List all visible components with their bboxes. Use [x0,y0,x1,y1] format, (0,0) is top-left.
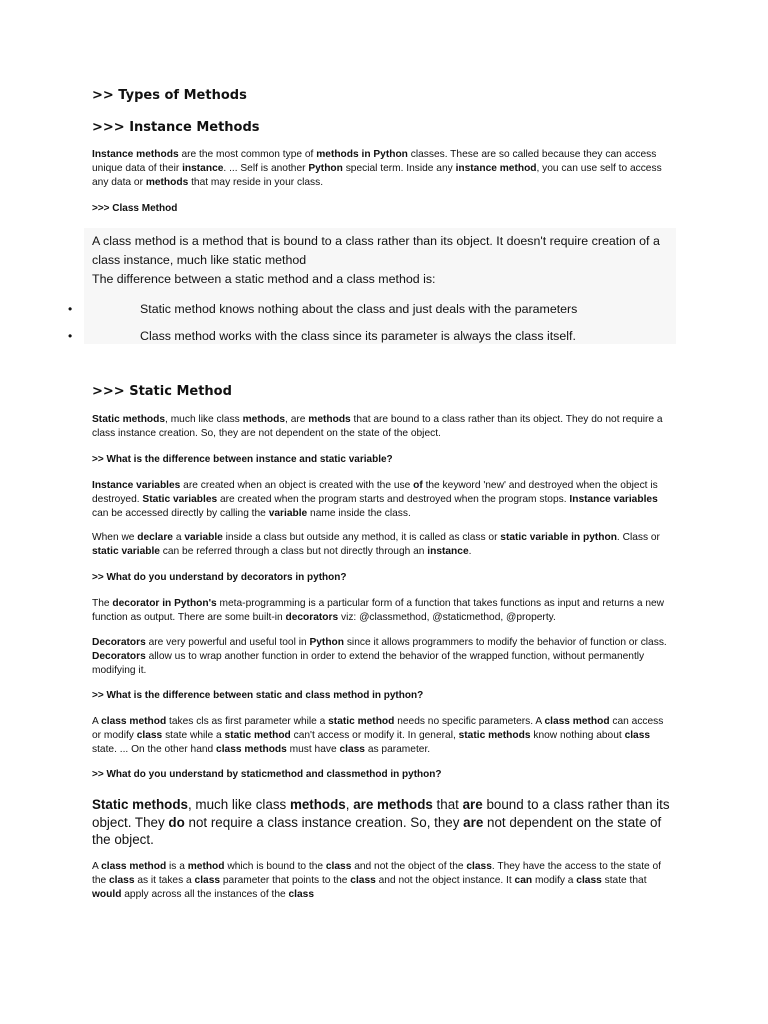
decorators-paragraph-1 [92,597,672,625]
bold-text: class [576,875,602,887]
text: are the most common type of [178,149,317,160]
text: needs no specific parameters. A [394,716,545,727]
text: which is bound to the [224,861,326,872]
bold-text: decorators [285,612,339,624]
bold-text: can [514,875,533,887]
bold-text: static variable [92,546,160,558]
bold-text: methods [145,177,189,189]
bold-text: class [624,730,651,742]
bullet-dot: • [68,329,73,343]
bold-text: class [350,875,376,887]
bold-text: class method [101,861,167,872]
bold-text: class [466,861,492,872]
text: modify a [532,875,577,887]
heading-types-of-methods: >> Types of Methods [92,88,247,103]
text: can be accessed directly by calling the [92,508,269,520]
text: is a [166,861,188,872]
text: know nothing about [530,730,625,742]
bold-text: Instance methods [92,149,179,160]
bold-text: would [92,889,122,901]
instance-methods-paragraph [92,148,672,191]
text: allow us to wrap another function in order to extend the behavior of the wrapped function, without permanently modifying it. [92,651,645,677]
question-staticmethod-classmethod: >> What do you understand by staticmethod and classmethod in python? [92,769,442,780]
text: not require a class instance creation. So, they [184,814,464,830]
static-methods-paragraph [92,413,672,441]
bold-text: class [136,730,163,742]
bold-text: Decorators [92,637,146,648]
heading-instance-methods: >>> Instance Methods [92,120,260,135]
heading-static-method: >>> Static Method [92,384,232,399]
question-instance-vs-static: >> What is the difference between instance and static variable? [92,454,393,465]
bold-text: methods [242,414,286,425]
text: , much like class [165,414,243,425]
static-vs-class-paragraph [92,715,672,758]
text: The [92,598,113,609]
text: . [468,546,472,558]
text: classes. These are so called because they can access unique data of their [92,149,657,175]
text: and not the object of the [351,861,467,872]
bold-text: class method [101,716,167,727]
bold-text: Static variables [142,494,218,506]
bold-text: method [187,861,225,872]
bold-text: static method [224,730,291,742]
text: that are bound to a class rather than its object. They do not require a class instance creation. So, they are not dependent on the state of the object. [92,414,663,440]
text: . ... Self is another [223,163,309,175]
text: apply across all the instances of the [121,889,289,901]
question-static-vs-class: >> What is the difference between static and class method in python? [92,690,424,701]
text: , [345,797,354,812]
bold-text: class methods [216,744,287,756]
bold-text: class [109,875,135,887]
question-decorators: >> What do you understand by decorators in python? [92,572,347,583]
bullet-dot: • [68,302,73,316]
bold-text: static method [328,716,395,727]
text: a [172,532,185,543]
text: , much like class [187,797,290,812]
text: the keyword 'new' and destroyed when the object is destroyed. [92,480,658,506]
text: A [92,861,102,872]
text: takes cls as first parameter while a [166,716,329,727]
text: and not the object instance. It [375,875,515,887]
instance-variables-paragraph [92,479,672,522]
decorators-paragraph-2 [92,636,672,679]
bold-text: instance [182,163,224,175]
text: inside a class but outside any method, it is called as class or [222,532,501,543]
text: bound to a class rather than its object. They [92,797,670,830]
text: since it allows programmers to modify the behavior of function or class. [344,637,667,648]
text: special term. Inside any [342,163,456,175]
text: A [92,716,102,727]
bold-text: class [325,861,352,872]
bold-text: are methods [353,797,433,812]
class-method-line-3: The difference between a static method and a class method is: [92,272,436,286]
bold-text: are [463,814,484,830]
text: are created when the program starts and destroyed when the program stops. [217,494,570,506]
bold-text: Python [308,163,343,175]
text: can't access or modify it. In general, [290,730,459,742]
class-method-paragraph [92,860,672,903]
bold-text: variable [184,532,223,543]
bold-text: Decorators [92,651,146,663]
text: . Class or [616,532,660,543]
text: parameter that points to the [220,875,351,887]
text: state that [601,875,647,887]
bold-text: Static methods [92,414,166,425]
class-method-line-2: class instance, much like static method [92,253,307,267]
bold-text: of [413,480,423,491]
bold-text: methods in Python [316,149,408,160]
bold-text: methods [308,414,351,425]
text: that [432,797,463,812]
bold-text: Static methods [92,797,188,812]
bold-text: do [168,814,185,830]
bold-text: class [194,875,221,887]
text: can be referred through a class but not directly through an [159,546,428,558]
bold-text: class [339,744,365,756]
text: as it takes a [134,875,195,887]
text: state. ... On the other hand [92,744,217,756]
text: , are [285,414,309,425]
bold-text: static methods [458,730,531,742]
bold-text: class method [544,716,610,727]
bold-text: Instance variables [569,494,658,506]
text: , you can use self to access any data or [92,163,662,189]
heading-class-method: >>> Class Method [92,203,178,214]
static-methods-large-paragraph [92,796,672,849]
text: that may reside in your class. [188,177,324,189]
bold-text: decorator in Python's [112,598,217,609]
text: state while a [162,730,225,742]
bullet-item: Class method works with the class since its parameter is always the class itself. [140,329,576,343]
bold-text: variable [268,508,308,520]
text: are very powerful and useful tool in [145,637,310,648]
bold-text: instance method [455,163,537,175]
bold-text: Python [309,637,344,648]
bullet-item: Static method knows nothing about the class and just deals with the parameters [140,302,578,316]
text: not dependent on the state of the object. [92,814,662,847]
bold-text: declare [137,532,173,543]
text: are created when an object is created with the use [180,480,414,491]
bold-text: class [288,889,314,901]
text: When we [92,532,138,543]
bold-text: instance [427,546,469,558]
text: as parameter. [364,744,431,756]
text: . They have the access to the state of the [92,861,662,887]
bold-text: are [462,797,483,812]
text: name inside the class. [307,508,411,520]
text: meta-programming is a particular form of a function that takes functions as input and returns a new function as output. There are some built-in [92,598,665,624]
bold-text: Instance variables [92,480,181,491]
bold-text: static variable in python [500,532,617,543]
text: can access or modify [92,716,664,742]
static-variable-paragraph [92,531,672,559]
text: must have [286,744,340,756]
bold-text: methods [289,797,346,812]
class-method-line-1: A class method is a method that is bound to a class rather than its object. It doesn't require creation of a [92,234,660,248]
text: viz: @classmethod, @staticmethod, @property. [338,612,556,624]
